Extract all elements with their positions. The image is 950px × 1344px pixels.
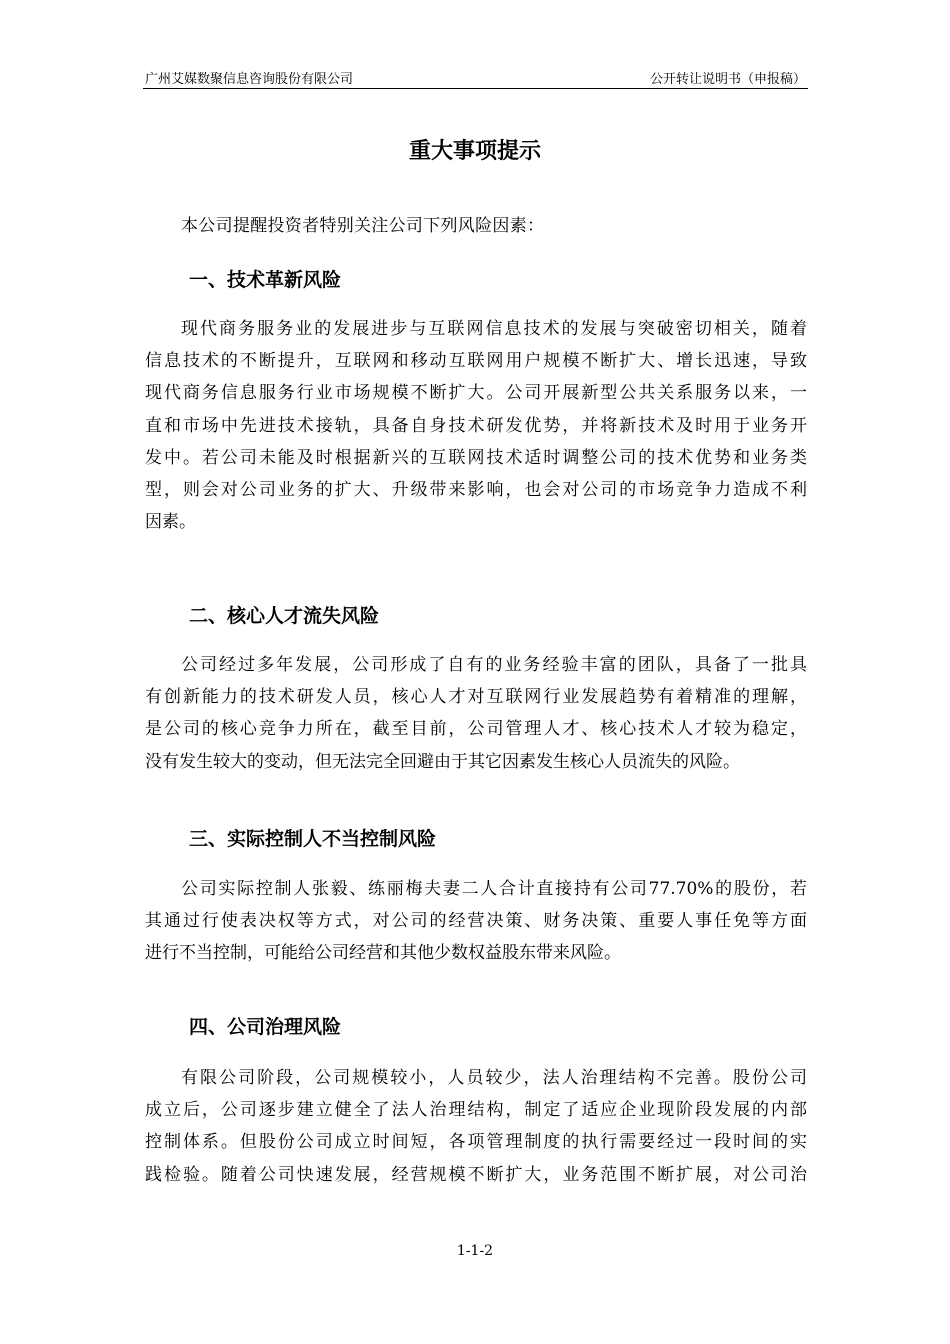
paragraph-line: 是公司的核心竞争力所在，截至目前，公司管理人才、核心技术人才较为稳定， (145, 719, 807, 740)
paragraph-line: 没有发生较大的变动，但无法完全回避由于其它因素发生核心人员流失的风险。 (145, 751, 740, 772)
page-number: 1-1-2 (456, 1243, 494, 1259)
paragraph-line: 信息技术的不断提升，互联网和移动互联网用户规模不断扩大、增长迅速，导致 (145, 351, 807, 372)
paragraph-line: 因素。 (145, 512, 196, 533)
paragraph-line: 型，则会对公司业务的扩大、升级带来影响，也会对公司的市场竞争力造成不利 (145, 479, 807, 500)
paragraph-line: 其通过行使表决权等方式，对公司的经营决策、财务决策、重要人事任免等方面 (145, 911, 807, 932)
section-paragraph-governance-risk (145, 1062, 807, 1191)
section-paragraph-controller-risk (145, 873, 807, 970)
section-heading-tech-innovation-risk: 一、技术革新风险 (189, 269, 342, 291)
section-paragraph-tech-innovation-risk (145, 313, 807, 538)
paragraph-line: 公司经过多年发展，公司形成了自有的业务经验丰富的团队，具备了一批具 (181, 655, 807, 675)
paragraph-line: 有创新能力的技术研发人员，核心人才对互联网行业发展趋势有着精准的理解， (145, 687, 807, 708)
intro-text: 本公司提醒投资者特别关注公司下列风险因素： (181, 216, 545, 236)
header-company-name: 广州艾媒数聚信息咨询股份有限公司 (145, 72, 354, 87)
page-title: 重大事项提示 (408, 139, 541, 164)
paragraph-line: 进行不当控制，可能给公司经营和其他少数权益股东带来风险。 (145, 943, 621, 964)
section-heading-controller-risk: 三、实际控制人不当控制风险 (189, 828, 437, 850)
paragraph-line: 控制体系。但股份公司成立时间短，各项管理制度的执行需要经过一段时间的实 (145, 1132, 807, 1153)
paragraph-line: 公司实际控制人张毅、练丽梅夫妻二人合计直接持有公司77.70%的股份，若 (181, 879, 807, 899)
paragraph-line: 现代商务信息服务行业市场规模不断扩大。公司开展新型公共关系服务以来，一 (145, 383, 807, 404)
section-paragraph-talent-loss-risk (145, 649, 807, 778)
section-heading-governance-risk: 四、公司治理风险 (189, 1016, 342, 1038)
paragraph-line: 成立后，公司逐步建立健全了法人治理结构，制定了适应企业现阶段发展的内部 (145, 1100, 807, 1121)
paragraph-line: 直和市场中先进技术接轨，具备自身技术研发优势，并将新技术及时用于业务开 (145, 415, 807, 436)
paragraph-line: 有限公司阶段，公司规模较小，人员较少，法人治理结构不完善。股份公司 (181, 1068, 807, 1088)
page-header (143, 64, 808, 89)
paragraph-line: 践检验。随着公司快速发展，经营规模不断扩大，业务范围不断扩展，对公司治 (145, 1164, 807, 1185)
header-document-type: 公开转让说明书（申报稿） (649, 72, 806, 87)
section-heading-talent-loss-risk: 二、核心人才流失风险 (189, 605, 380, 627)
paragraph-line: 现代商务服务业的发展进步与互联网信息技术的发展与突破密切相关，随着 (181, 319, 807, 339)
paragraph-line: 发中。若公司未能及时根据新兴的互联网技术适时调整公司的技术优势和业务类 (145, 447, 807, 468)
